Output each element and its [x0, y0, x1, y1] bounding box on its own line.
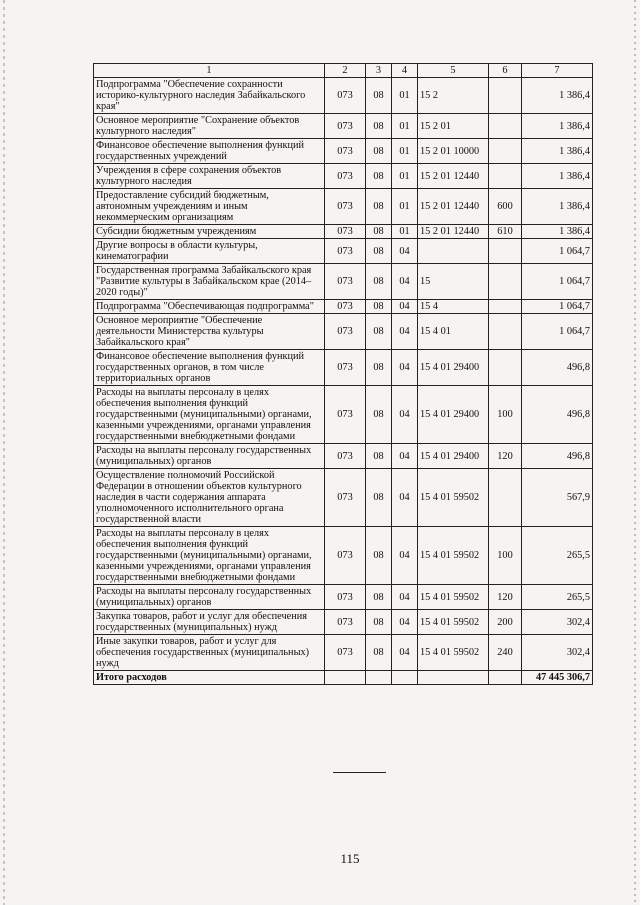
expense-type-code	[489, 239, 522, 264]
header-cell: 6	[489, 64, 522, 78]
table-row	[94, 264, 593, 300]
table-row	[94, 350, 593, 386]
target-article-code: 15 2 01 12440	[418, 164, 489, 189]
amount: 1 386,4	[522, 164, 593, 189]
expense-name: Финансовое обеспечение выполнения функций государственных учреждений	[94, 139, 325, 164]
subsection-code: 01	[392, 164, 418, 189]
page-number: 115	[340, 851, 360, 866]
table-row	[94, 189, 593, 225]
ministry-code: 073	[325, 225, 366, 239]
ministry-code: 073	[325, 350, 366, 386]
ministry-code: 073	[325, 444, 366, 469]
table-header-row	[94, 64, 593, 78]
header-cell: 1	[94, 64, 325, 78]
table-row	[94, 78, 593, 114]
section-code: 08	[366, 635, 392, 671]
target-article-code	[418, 239, 489, 264]
section-code: 08	[366, 189, 392, 225]
table-row	[94, 314, 593, 350]
header-cell: 2	[325, 64, 366, 78]
table-row	[94, 444, 593, 469]
target-article-code: 15 2 01	[418, 114, 489, 139]
section-code: 08	[366, 164, 392, 189]
amount: 302,4	[522, 635, 593, 671]
ministry-code: 073	[325, 610, 366, 635]
expense-name: Иные закупки товаров, работ и услуг для обеспечения государственных (муниципальных) нужд	[94, 635, 325, 671]
scan-edge-left	[3, 0, 5, 905]
subsection-code: 04	[392, 469, 418, 527]
subsection-code: 01	[392, 139, 418, 164]
amount: 1 386,4	[522, 225, 593, 239]
expense-name: Расходы на выплаты персоналу в целях обеспечения выполнения функций государственными (муниципальными) органами, казенными учреждениями, органами управления государственными внебюджетными фондами	[94, 527, 325, 585]
expense-type-code	[489, 350, 522, 386]
expense-type-code: 240	[489, 635, 522, 671]
ministry-code: 073	[325, 300, 366, 314]
table-row	[94, 527, 593, 585]
footer-rule	[333, 772, 386, 773]
section-code: 08	[366, 264, 392, 300]
header-cell: 4	[392, 64, 418, 78]
scan-edge-right	[634, 0, 636, 905]
total-amount: 47 445 306,7	[522, 671, 593, 685]
subsection-code: 04	[392, 610, 418, 635]
budget-table	[93, 63, 593, 685]
subsection-code: 04	[392, 264, 418, 300]
table-row	[94, 469, 593, 527]
target-article-code: 15 4 01 29400	[418, 350, 489, 386]
target-article-code: 15 4 01 29400	[418, 444, 489, 469]
expense-type-code	[489, 469, 522, 527]
target-article-code: 15 2 01 10000	[418, 139, 489, 164]
empty-cell	[366, 671, 392, 685]
target-article-code: 15 2 01 12440	[418, 189, 489, 225]
expense-type-code	[489, 139, 522, 164]
ministry-code: 073	[325, 139, 366, 164]
expense-type-code: 100	[489, 386, 522, 444]
target-article-code: 15 4 01 59502	[418, 635, 489, 671]
ministry-code: 073	[325, 189, 366, 225]
expense-name: Расходы на выплаты персоналу в целях обеспечения выполнения функций государственными (муниципальными) органами, казенными учреждениями, органами управления государственными внебюджетными фондами	[94, 386, 325, 444]
table-row	[94, 239, 593, 264]
expense-type-code	[489, 314, 522, 350]
section-code: 08	[366, 78, 392, 114]
amount: 1 064,7	[522, 314, 593, 350]
ministry-code: 073	[325, 469, 366, 527]
target-article-code: 15	[418, 264, 489, 300]
amount: 1 386,4	[522, 114, 593, 139]
subsection-code: 04	[392, 239, 418, 264]
subsection-code: 01	[392, 114, 418, 139]
expense-name: Государственная программа Забайкальского края "Развитие культуры в Забайкальском крае (2014–2020 годы)"	[94, 264, 325, 300]
target-article-code: 15 4 01 59502	[418, 585, 489, 610]
amount: 1 064,7	[522, 264, 593, 300]
expense-type-code: 120	[489, 444, 522, 469]
section-code: 08	[366, 469, 392, 527]
section-code: 08	[366, 585, 392, 610]
target-article-code: 15 4 01 29400	[418, 386, 489, 444]
expense-name: Расходы на выплаты персоналу государственных (муниципальных) органов	[94, 585, 325, 610]
amount: 1 064,7	[522, 300, 593, 314]
section-code: 08	[366, 225, 392, 239]
amount: 1 386,4	[522, 139, 593, 164]
expense-name: Субсидии бюджетным учреждениям	[94, 225, 325, 239]
expense-type-code: 610	[489, 225, 522, 239]
ministry-code: 073	[325, 164, 366, 189]
ministry-code: 073	[325, 78, 366, 114]
table-row	[94, 386, 593, 444]
empty-cell	[392, 671, 418, 685]
header-cell: 7	[522, 64, 593, 78]
amount: 496,8	[522, 386, 593, 444]
expense-type-code: 120	[489, 585, 522, 610]
target-article-code: 15 2 01 12440	[418, 225, 489, 239]
ministry-code: 073	[325, 239, 366, 264]
section-code: 08	[366, 239, 392, 264]
expense-name: Закупка товаров, работ и услуг для обеспечения государственных (муниципальных) нужд	[94, 610, 325, 635]
expense-name: Осуществление полномочий Российской Федерации в отношении объектов культурного наследия в части содержания аппарата уполномоченного исполнительного органа государственной власти	[94, 469, 325, 527]
ministry-code: 073	[325, 527, 366, 585]
target-article-code: 15 4 01 59502	[418, 610, 489, 635]
expense-type-code	[489, 114, 522, 139]
amount: 302,4	[522, 610, 593, 635]
target-article-code: 15 2	[418, 78, 489, 114]
subsection-code: 04	[392, 585, 418, 610]
expense-name: Финансовое обеспечение выполнения функций государственных органов, в том числе территориальных органов	[94, 350, 325, 386]
amount: 265,5	[522, 527, 593, 585]
table-row	[94, 300, 593, 314]
expense-type-code	[489, 78, 522, 114]
expense-name: Основное мероприятие "Сохранение объектов культурного наследия"	[94, 114, 325, 139]
expense-type-code: 600	[489, 189, 522, 225]
table-row	[94, 114, 593, 139]
amount: 1 064,7	[522, 239, 593, 264]
amount: 567,9	[522, 469, 593, 527]
expense-name: Учреждения в сфере сохранения объектов культурного наследия	[94, 164, 325, 189]
section-code: 08	[366, 300, 392, 314]
expense-name: Другие вопросы в области культуры, кинематографии	[94, 239, 325, 264]
total-row	[94, 671, 593, 685]
header-cell: 3	[366, 64, 392, 78]
expense-name: Предоставление субсидий бюджетным, автономным учреждениям и иным некоммерческим организациям	[94, 189, 325, 225]
target-article-code: 15 4 01 59502	[418, 469, 489, 527]
ministry-code: 073	[325, 635, 366, 671]
ministry-code: 073	[325, 114, 366, 139]
expense-name: Подпрограмма "Обеспечивающая подпрограмма"	[94, 300, 325, 314]
section-code: 08	[366, 610, 392, 635]
ministry-code: 073	[325, 585, 366, 610]
table-row	[94, 164, 593, 189]
subsection-code: 04	[392, 635, 418, 671]
section-code: 08	[366, 314, 392, 350]
section-code: 08	[366, 386, 392, 444]
table-row	[94, 139, 593, 164]
ministry-code: 073	[325, 314, 366, 350]
table-row	[94, 610, 593, 635]
header-cell: 5	[418, 64, 489, 78]
amount: 496,8	[522, 350, 593, 386]
amount: 496,8	[522, 444, 593, 469]
section-code: 08	[366, 139, 392, 164]
expense-type-code	[489, 300, 522, 314]
expense-name: Подпрограмма "Обеспечение сохранности историко-культурного наследия Забайкальского края"	[94, 78, 325, 114]
subsection-code: 01	[392, 225, 418, 239]
expense-name: Расходы на выплаты персоналу государственных (муниципальных) органов	[94, 444, 325, 469]
subsection-code: 04	[392, 314, 418, 350]
empty-cell	[489, 671, 522, 685]
subsection-code: 04	[392, 527, 418, 585]
amount: 1 386,4	[522, 78, 593, 114]
subsection-code: 04	[392, 444, 418, 469]
target-article-code: 15 4 01	[418, 314, 489, 350]
table-row	[94, 225, 593, 239]
expense-name: Основное мероприятие "Обеспечение деятельности Министерства культуры Забайкальского края"	[94, 314, 325, 350]
target-article-code: 15 4 01 59502	[418, 527, 489, 585]
expense-type-code: 100	[489, 527, 522, 585]
subsection-code: 04	[392, 300, 418, 314]
expense-type-code	[489, 264, 522, 300]
empty-cell	[325, 671, 366, 685]
subsection-code: 01	[392, 78, 418, 114]
section-code: 08	[366, 114, 392, 139]
section-code: 08	[366, 527, 392, 585]
target-article-code: 15 4	[418, 300, 489, 314]
total-label: Итого расходов	[94, 671, 325, 685]
subsection-code: 04	[392, 350, 418, 386]
subsection-code: 01	[392, 189, 418, 225]
amount: 265,5	[522, 585, 593, 610]
empty-cell	[418, 671, 489, 685]
ministry-code: 073	[325, 264, 366, 300]
expense-type-code	[489, 164, 522, 189]
ministry-code: 073	[325, 386, 366, 444]
subsection-code: 04	[392, 386, 418, 444]
amount: 1 386,4	[522, 189, 593, 225]
table-row	[94, 585, 593, 610]
section-code: 08	[366, 444, 392, 469]
table-row	[94, 635, 593, 671]
section-code: 08	[366, 350, 392, 386]
expense-type-code: 200	[489, 610, 522, 635]
